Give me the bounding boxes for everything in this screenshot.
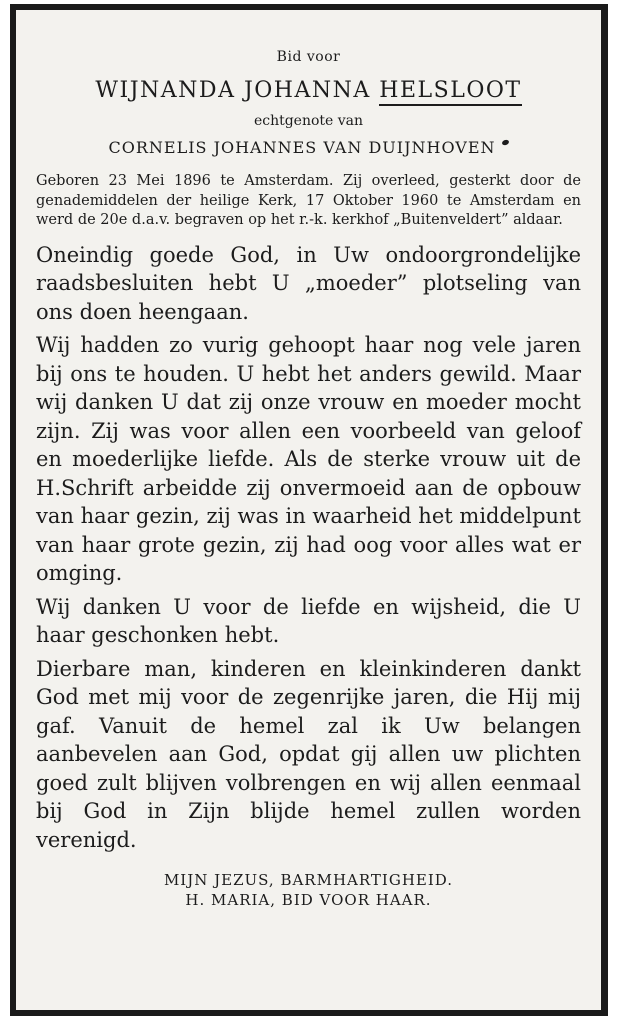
- deceased-given-names: WIJNANDA JOHANNA: [95, 78, 371, 103]
- ink-spot-mark: [501, 139, 509, 146]
- biography-text: Geboren 23 Mei 1896 te Amsterdam. Zij overleed, gesterkt door de genademiddelen der heilige Kerk, 17 Oktober 1960 te Amsterdam en werd de 20e d.a.v. begraven op het r.-k. kerkhof „Buitenveldert” aldaar.: [36, 173, 581, 228]
- relation-text: echtgenote van: [253, 113, 364, 129]
- deceased-name: [36, 78, 581, 104]
- intro-text: Bid voor: [276, 49, 341, 65]
- husband-name: [36, 138, 581, 158]
- prayer-paragraph-4: Dierbare man, kinderen en kleinkinderen dankt God met mij voor de zegenrijke jaren, die Hij mij gaf. Vanuit de hemel zal ik Uw belangen aanbevelen aan God, opdat gij allen uw plichten goed zult blijven volbrengen en wij allen eenmaal bij God in Zijn blijde hemel zullen worden verenigd.: [36, 656, 581, 852]
- closing-line-1: MIJN JEZUS, BARMHARTIGHEID.: [163, 871, 454, 889]
- closing-line-2: H. MARIA, BID VOOR HAAR.: [185, 891, 432, 909]
- card-content: [36, 48, 581, 910]
- deceased-surname: HELSLOOT: [379, 78, 521, 106]
- closing-invocation: [36, 870, 581, 910]
- prayer-paragraph-3: Wij danken U voor de liefde en wijsheid, die U haar geschonken hebt.: [36, 594, 581, 647]
- memorial-card: [10, 4, 608, 1016]
- prayer-paragraph-2: Wij hadden zo vurig gehoopt haar nog vele jaren bij ons te houden. U hebt het anders gewild. Maar wij danken U dat zij onze vrouw en moeder mocht zijn. Zij was voor allen een voorbeeld van geloof en moederlijke liefde. Als de sterke vrouw uit de H.Schrift arbeidde zij onvermoeid aan de opbouw van haar gezin, zij was in waarheid het middelpunt van haar grote gezin, zij had oog voor alles wat er omging.: [36, 333, 581, 585]
- prayer-paragraph-1: Oneindig goede God, in Uw ondoorgrondelijke raadsbesluiten hebt U „moeder” plotseling van ons doen heengaan.: [36, 242, 581, 324]
- husband-name-text: CORNELIS JOHANNES VAN DUIJNHOVEN: [108, 138, 496, 157]
